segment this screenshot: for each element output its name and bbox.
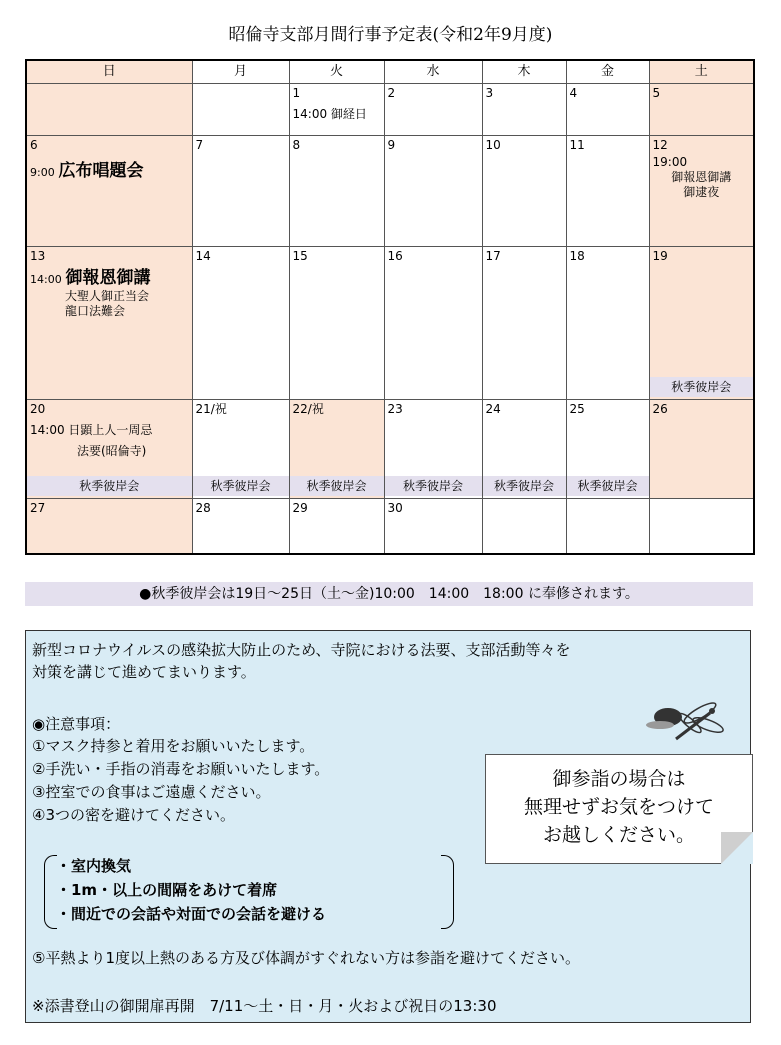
event-text: 法要(昭倫寺) xyxy=(77,444,147,459)
caution-title: ◉注意事項： xyxy=(32,715,121,733)
intro-line-1: 新型コロナウイルスの感染拡大防止のため、寺院における法要、支部活動等々を xyxy=(32,641,571,659)
day-number: 28 xyxy=(195,500,211,515)
day-cell-29 xyxy=(289,498,384,554)
day-cell-25 xyxy=(566,400,649,499)
day-number: 5 xyxy=(652,86,661,101)
info-box xyxy=(25,630,751,1023)
tozan-note: ※添書登山の御開扉再開 7/11～土・日・月・火および祝日の13:30 xyxy=(32,997,497,1015)
higan-band: 秋季彼岸会 xyxy=(483,476,566,496)
day-number: 4 xyxy=(569,86,578,101)
day-cell-17 xyxy=(482,246,566,399)
caution-item-4: ④3つの密を避けてください。 xyxy=(32,806,235,824)
dragonfly-icon xyxy=(638,701,728,761)
event-subtext: 大聖人御正当会 xyxy=(65,288,150,303)
page-title: 昭倫寺支部月間行事予定表(令和2年9月度) xyxy=(228,25,553,45)
day-number: 14 xyxy=(195,248,211,263)
weekday-sat: 土 xyxy=(649,60,754,84)
higan-band: 秋季彼岸会 xyxy=(27,476,192,496)
day-number: 10 xyxy=(485,137,501,152)
day-number: 20 xyxy=(30,402,46,417)
day-number: 27 xyxy=(30,500,46,515)
day-cell-7 xyxy=(192,135,289,246)
day-number: 17 xyxy=(485,248,501,263)
week-row-3 xyxy=(26,246,754,399)
day-cell-23 xyxy=(384,400,482,499)
ventilation-bracket xyxy=(44,855,454,931)
day-number: 13 xyxy=(30,248,46,263)
caution-item-1: ①マスク持参と着用をお願いいたします。 xyxy=(32,737,315,755)
day-number: 3 xyxy=(485,86,494,101)
day-cell-16 xyxy=(384,246,482,399)
bracket-right xyxy=(441,855,454,929)
day-number: 29 xyxy=(292,500,308,515)
page-fold-icon xyxy=(721,832,753,864)
day-number: 19 xyxy=(652,248,668,263)
day-cell-26 xyxy=(649,400,754,499)
day-number: 6 xyxy=(30,137,38,152)
bracket-item-3: ・間近での会話や対面での会話を避ける xyxy=(56,905,327,923)
bracket-item-1: ・室内換気 xyxy=(56,857,132,875)
day-number: 30 xyxy=(387,500,403,515)
day-number: 16 xyxy=(387,248,403,263)
weekday-mon: 月 xyxy=(192,60,289,84)
weekday-fri: 金 xyxy=(566,60,649,84)
day-number: 9 xyxy=(387,137,396,152)
day-cell-empty xyxy=(482,498,566,554)
event-text: 14:00 日顕上人一周忌 xyxy=(30,423,153,438)
event-text: 14:00 御経日 xyxy=(292,107,367,122)
day-cell-8 xyxy=(289,135,384,246)
day-number: 21/祝 xyxy=(195,402,227,417)
weekday-wed: 水 xyxy=(384,60,482,84)
callout-line-2: 無理せずお気をつけて xyxy=(523,796,714,818)
day-cell-11 xyxy=(566,135,649,246)
day-cell-22 xyxy=(289,400,384,499)
day-number: 8 xyxy=(292,137,301,152)
day-cell-30 xyxy=(384,498,482,554)
visit-callout xyxy=(485,754,753,864)
weekday-header-row xyxy=(26,60,754,84)
day-cell-2 xyxy=(384,84,482,135)
day-number: 22/祝 xyxy=(292,402,324,417)
day-cell-12 xyxy=(649,135,754,246)
day-cell-19 xyxy=(649,246,754,399)
callout-line-3: お越しください。 xyxy=(542,824,695,846)
day-cell-3 xyxy=(482,84,566,135)
day-number: 18 xyxy=(569,248,585,263)
day-cell-15 xyxy=(289,246,384,399)
caution-item-3: ③控室での食事はご遠慮ください。 xyxy=(32,783,271,801)
event-subtext: 龍口法難会 xyxy=(65,303,126,318)
day-number: 12 xyxy=(652,137,668,152)
day-cell-empty xyxy=(649,498,754,554)
bracket-item-2: ・1m・以上の間隔をあけて着席 xyxy=(56,881,278,899)
day-cell-empty xyxy=(26,84,192,135)
day-cell-27 xyxy=(26,498,192,554)
day-cell-5 xyxy=(649,84,754,135)
week-row-4 xyxy=(26,400,754,499)
event-time: 19:00 xyxy=(652,154,688,169)
calendar-table xyxy=(25,59,755,555)
week-row-5 xyxy=(26,498,754,554)
day-cell-empty xyxy=(566,498,649,554)
caution-item-5: ⑤平熱より1度以上熱のある方及び体調がすぐれない方は参詣を避けてください。 xyxy=(32,949,580,967)
week-row-1 xyxy=(26,84,754,135)
day-cell-21 xyxy=(192,400,289,499)
day-cell-9 xyxy=(384,135,482,246)
day-number: 11 xyxy=(569,137,585,152)
weekday-sun: 日 xyxy=(26,60,192,84)
day-number: 23 xyxy=(387,402,403,417)
day-number: 25 xyxy=(569,402,585,417)
day-cell-24 xyxy=(482,400,566,499)
day-number: 1 xyxy=(292,86,301,101)
day-cell-14 xyxy=(192,246,289,399)
day-cell-13 xyxy=(26,246,192,399)
higan-band: 秋季彼岸会 xyxy=(290,476,384,496)
day-cell-6 xyxy=(26,135,192,246)
day-cell-4 xyxy=(566,84,649,135)
day-cell-18 xyxy=(566,246,649,399)
higan-band: 秋季彼岸会 xyxy=(567,476,649,496)
day-cell-10 xyxy=(482,135,566,246)
weekday-thu: 木 xyxy=(482,60,566,84)
weekday-tue: 火 xyxy=(289,60,384,84)
event-time: 14:00 xyxy=(30,272,62,286)
higan-notice: ●秋季彼岸会は19日～25日（土～金)10:00 14:00 18:00 に奉修されます。 xyxy=(25,582,753,606)
event-text: 御報恩御講 xyxy=(671,169,732,184)
day-number: 7 xyxy=(195,137,204,152)
event-time: 9:00 xyxy=(30,165,55,179)
callout-line-1: 御参詣の場合は xyxy=(552,768,686,790)
event-text: 広布唱題会 xyxy=(58,160,144,181)
day-number: 15 xyxy=(292,248,308,263)
day-cell-1 xyxy=(289,84,384,135)
intro-line-2: 対策を講じて進めてまいります。 xyxy=(32,663,256,681)
day-cell-28 xyxy=(192,498,289,554)
day-number: 2 xyxy=(387,86,396,101)
day-number: 24 xyxy=(485,402,501,417)
event-text: 御逮夜 xyxy=(683,184,720,199)
day-cell-20 xyxy=(26,400,192,499)
day-cell-empty xyxy=(192,84,289,135)
higan-band: 秋季彼岸会 xyxy=(385,476,482,496)
day-number: 26 xyxy=(652,402,668,417)
caution-item-2: ②手洗い・手指の消毒をお願いいたします。 xyxy=(32,760,330,778)
higan-band: 秋季彼岸会 xyxy=(650,377,754,397)
higan-band: 秋季彼岸会 xyxy=(193,476,289,496)
event-text: 御報恩御講 xyxy=(65,267,151,288)
week-row-2 xyxy=(26,135,754,246)
